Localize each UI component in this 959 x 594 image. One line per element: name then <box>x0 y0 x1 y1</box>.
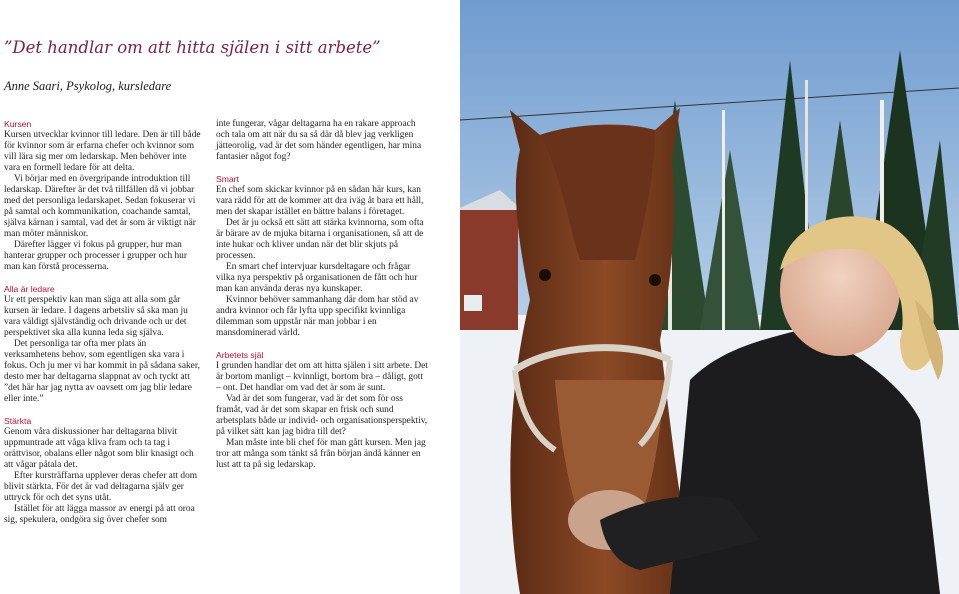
article-title: ”Det handlar om att hitta själen i sitt arbete” <box>4 38 381 57</box>
paragraph: Det personliga tar ofta mer plats än verksamhetens behov, som egentligen ska vara i fokus. Och ju mer vi har kommit in på sådana saker, desto mer har deltagarna slappnat av och tyckt att ”det här har jag nytta av oavsett om jag blir ledare eller inte.” <box>4 339 200 404</box>
paragraph: Efter kursträffarna upplever deras chefer att dom blivit stärkta. För det är vad deltagarna själv ger uttryck för och det syns utåt. <box>4 471 198 503</box>
section-heading-kursen: Kursen <box>4 119 32 129</box>
paragraph: Kvinnor behöver sammanhang där dom har stöd av andra kvinnor och får lyfta upp specifikt kvinnliga dilemman som uppstår när man jobbar i en mansdominerad värld. <box>216 295 419 338</box>
paragraph: Istället för att lägga massor av energi på att oroa sig, spekulera, ondgöra sig över chefer som <box>4 504 195 525</box>
paragraph: inte fungerar, vågar deltagarna ha en rakare approach och tala om att när du sa så där då blev jag verkligen jätteorolig, vad är det som händer egentligen, har mina fantasier något fog? <box>216 119 422 162</box>
photo-illustration <box>460 0 959 594</box>
text-column-left <box>4 119 204 526</box>
article-page <box>0 0 460 594</box>
paragraph: Vi börjar med en övergripande introduktion till ledarskap. Därefter är det två tillfällen då vi jobbar med det personliga ledarskapet. Sedan fokuserar vi på samtal och kommunikation, coachande samtal, själva kärnan i samtal, vad det är som är viktigt när man möter människor. <box>4 174 196 239</box>
section-heading-smart: Smart <box>216 174 239 184</box>
section-heading-alla-ar-ledare: Alla är ledare <box>4 284 55 294</box>
section-heading-starkta: Stärkta <box>4 416 32 426</box>
photo-woman-with-horse <box>460 0 959 594</box>
paragraph: En chef som skickar kvinnor på en sådan här kurs, kan vara rädd för att de kommer att dra iväg åt bara ett håll, men det skapar istället en bättre balans i företaget. <box>216 185 424 217</box>
paragraph: Kursen utvecklar kvinnor till ledare. Den är till både för kvinnor som är erfarna chefer och kvinnor som vill lära sig mer om ledarskap. Men behöver inte vara en formell ledare för att delta. <box>4 130 201 173</box>
paragraph: En smart chef intervjuar kursdeltagare och frågar vilka nya perspektiv på organisationen de fått och hur man kan använda deras nya kunskaper. <box>216 262 418 294</box>
paragraph: Genom våra diskussioner har deltagarna blivit uppmuntrade att våga kliva fram och ta tag i orättvisor, obalans eller något som blir knasigt och att vågar påtala det. <box>4 427 194 470</box>
paragraph: Därefter lägger vi fokus på grupper, hur man hanterar grupper och processer i grupper och hur man kan förstå processerna. <box>4 240 187 272</box>
paragraph: Vad är det som fungerar, vad är det som för oss framåt, vad är det som skapar en frisk och sund arbetsplats både ur individ- och organisationsperspektiv, på vilket sätt kan jag bidra till det? <box>216 394 428 437</box>
paragraph: Man måste inte bli chef för man gått kursen. Men jag tror att många som tänkt så från början ändå känner en lust att ta på sig ledarskap. <box>216 438 426 470</box>
paragraph: Det är ju också ett sätt att stärka kvinnorna, som ofta är bärare av de mjuka bitarna i organisationen, så att de inte hukar och kliver undan när det blir skjuts på processen. <box>216 218 424 261</box>
section-heading-arbetets-sjal: Arbetets själ <box>216 350 264 360</box>
article-byline: Anne Saari, Psykolog, kursledare <box>4 79 172 93</box>
paragraph: Ur ett perspektiv kan man säga att alla som går kursen är ledare. I dagens arbetsliv så ska man ju vara väldigt självständig och drivande och ur det perspektivet ska alla kunna leda sig själva. <box>4 295 188 338</box>
barn <box>460 190 522 330</box>
text-column-right <box>216 119 430 471</box>
paragraph: I grunden handlar det om att hitta själen i sitt arbete. Det är bortom manligt – kvinnligt, bortom bra – dåligt, gott – ont. Det handlar om vad det är som är sunt. <box>216 361 428 393</box>
